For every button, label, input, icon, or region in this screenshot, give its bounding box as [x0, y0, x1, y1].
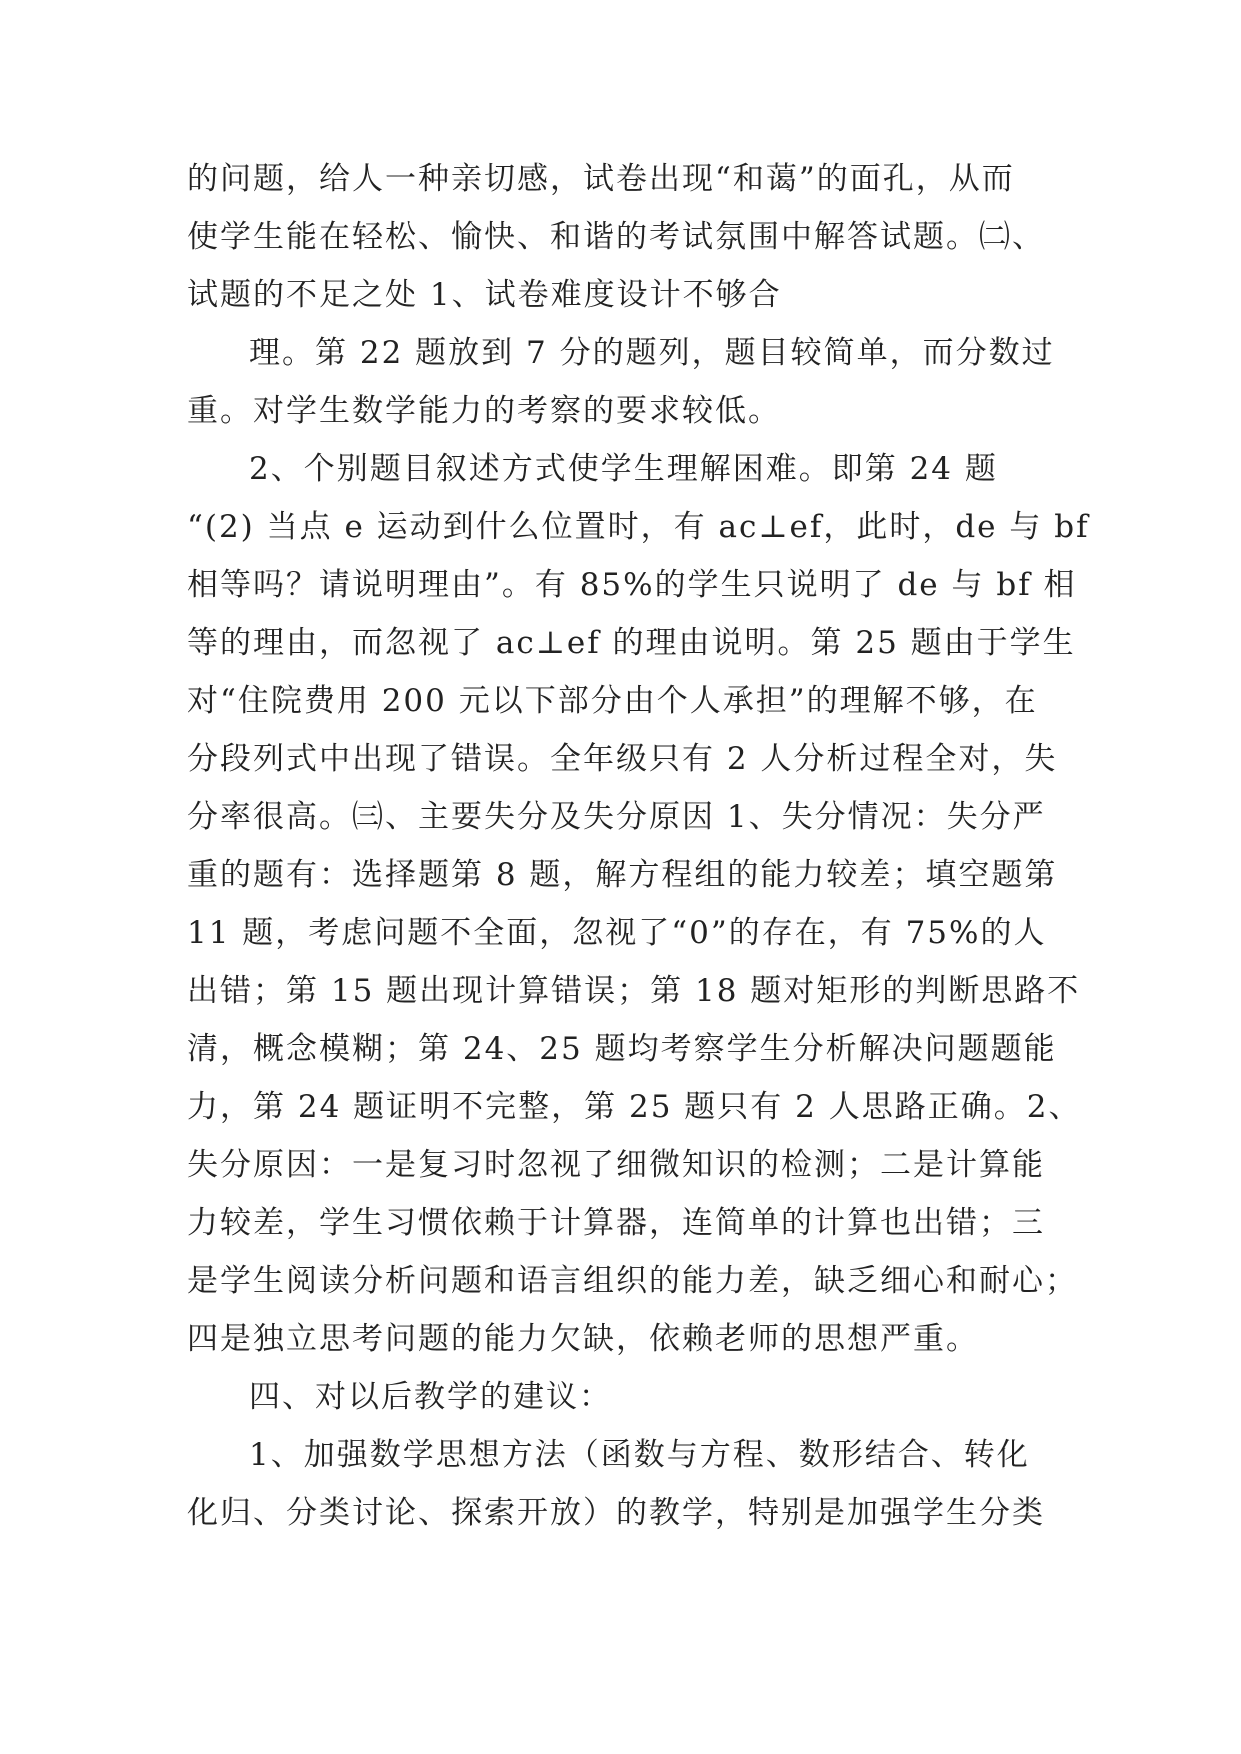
text-line: 出错；第 15 题出现计算错误；第 18 题对矩形的判断思路不 — [187, 973, 1081, 1009]
text-line: 重。对学生数学能力的考察的要求较低。 — [187, 393, 781, 429]
text-line: 的问题，给人一种亲切感，试卷出现“和蔼”的面孔，从而 — [187, 161, 1015, 197]
text-line: 失分原因：一是复习时忽视了细微知识的检测；二是计算能 — [187, 1147, 1045, 1183]
text-line: 分段列式中出现了错误。全年级只有 2 人分析过程全对，失 — [187, 741, 1058, 777]
text-line: 清，概念模糊；第 24、25 题均考察学生分析解决问题题能 — [187, 1031, 1057, 1067]
text-line: 2、个别题目叙述方式使学生理解困难。即第 24 题 — [249, 451, 998, 487]
text-line: “(2) 当点 e 运动到什么位置时，有 ac⊥ef，此时，de 与 bf — [187, 509, 1090, 545]
text-line: 重的题有：选择题第 8 题，解方程组的能力较差；填空题第 — [187, 857, 1058, 893]
text-line: 力，第 24 题证明不完整，第 25 题只有 2 人思路正确。2、 — [187, 1089, 1082, 1125]
text-line: 相等吗？请说明理由”。有 85%的学生只说明了 de 与 bf 相 — [187, 567, 1077, 603]
text-line: 力较差，学生习惯依赖于计算器，连简单的计算也出错；三 — [187, 1205, 1045, 1241]
text-line: 试题的不足之处 1、试卷难度设计不够合 — [187, 277, 782, 313]
text-line: 分率很高。㈢、主要失分及失分原因 1、失分情况：失分严 — [187, 799, 1046, 835]
text-line: 使学生能在轻松、愉快、和谐的考试氛围中解答试题。㈡、 — [187, 219, 1045, 255]
section-heading: 四、对以后教学的建议： — [249, 1379, 612, 1415]
text-line: 四是独立思考问题的能力欠缺，依赖老师的思想严重。 — [187, 1321, 979, 1357]
text-line: 等的理由，而忽视了 ac⊥ef 的理由说明。第 25 题由于学生 — [187, 625, 1076, 661]
text-line: 理。第 22 题放到 7 分的题列，题目较简单，而分数过 — [249, 335, 1055, 371]
body-text — [187, 150, 1090, 1542]
text-line: 对“住院费用 200 元以下部分由个人承担”的理解不够，在 — [187, 683, 1038, 719]
text-line: 11 题，考虑问题不全面，忽视了“0”的存在，有 75%的人 — [187, 915, 1047, 951]
text-line: 化归、分类讨论、探索开放）的教学，特别是加强学生分类 — [187, 1495, 1045, 1531]
text-line: 是学生阅读分析问题和语言组织的能力差，缺乏细心和耐心； — [187, 1263, 1078, 1299]
text-line: 1、加强数学思想方法（函数与方程、数形结合、转化 — [249, 1437, 1030, 1473]
